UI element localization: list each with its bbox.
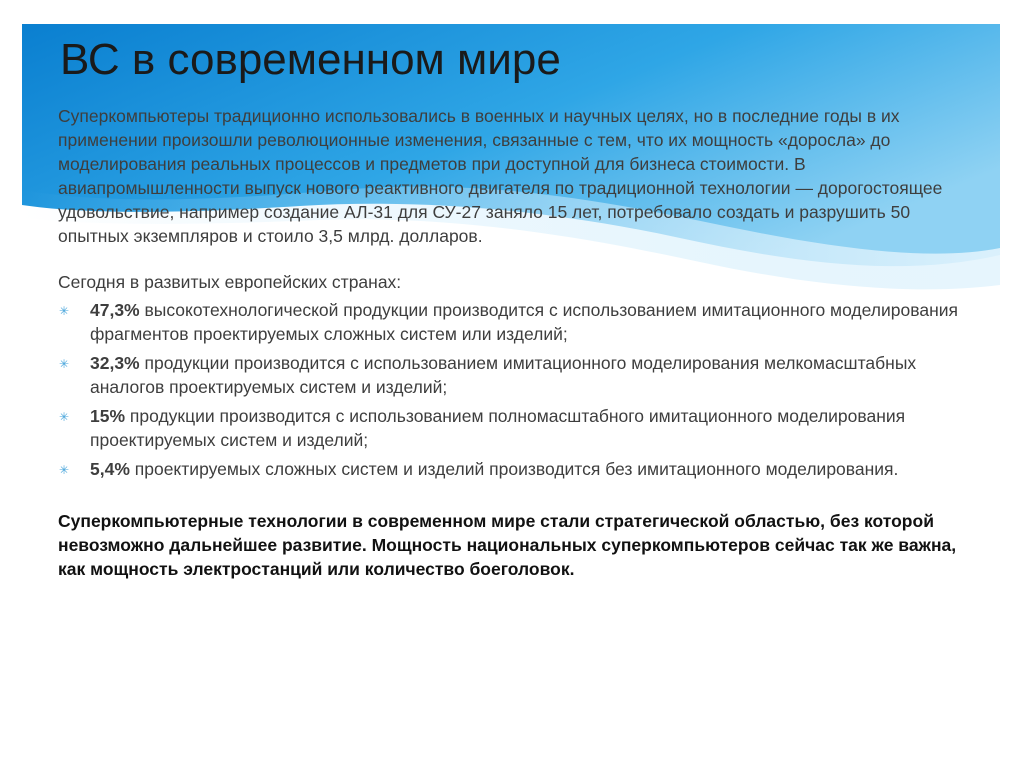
slide-content xyxy=(58,104,963,581)
statistics-list xyxy=(58,298,963,481)
intro-paragraph: Суперкомпьютеры традиционно использовались в военных и научных целях, но в последние годы в их применении произошли революционные изменения, связанные с тем, что их мощность «доросла» до моделирования реальных процессов и предметов при доступной для бизнеса стоимости. В авиапромышленности выпуск нового реактивного двигателя по традиционной технологии — дорогостоящее удовольствие, например создание АЛ-31 для СУ-27 заняло 15 лет, потребовало создать и разрушить 50 опытных экземпляров и стоило 3,5 млрд. долларов. xyxy=(58,106,943,246)
bullet-icon: ✳ xyxy=(59,304,70,318)
bullet-percent: 5,4% xyxy=(90,459,130,479)
list-item xyxy=(58,457,963,481)
bullet-icon: ✳ xyxy=(59,357,70,371)
list-item xyxy=(58,404,963,452)
conclusion-paragraph: Суперкомпьютерные технологии в современном мире стали стратегической областью, без которой невозможно дальнейшее развитие. Мощность национальных суперкомпьютеров сейчас так же важна, как мощность электростанций или количество боеголовок. xyxy=(58,511,957,579)
bullet-text: продукции производится с использованием полномасштабного имитационного моделирования проектируемых систем и изделий; xyxy=(90,406,906,450)
bullet-percent: 32,3% xyxy=(90,353,140,373)
bullet-text: высокотехнологической продукции производится с использованием имитационного моделирования фрагментов проектируемых сложных систем или изделий; xyxy=(90,300,958,344)
bullet-icon: ✳ xyxy=(59,463,70,477)
bullet-text: продукции производится с использованием имитационного моделирования мелкомасштабных аналогов проектируемых систем и изделий; xyxy=(90,353,917,397)
bullet-percent: 47,3% xyxy=(90,300,140,320)
list-item xyxy=(58,298,963,346)
lead-paragraph: Сегодня в развитых европейских странах: xyxy=(58,272,402,292)
slide-title: ВС в современном мире xyxy=(60,35,561,84)
bullet-text: проектируемых сложных систем и изделий производится без имитационного моделирования. xyxy=(129,459,899,479)
list-item xyxy=(58,351,963,399)
bullet-icon: ✳ xyxy=(59,410,70,424)
bullet-percent: 15% xyxy=(90,406,126,426)
